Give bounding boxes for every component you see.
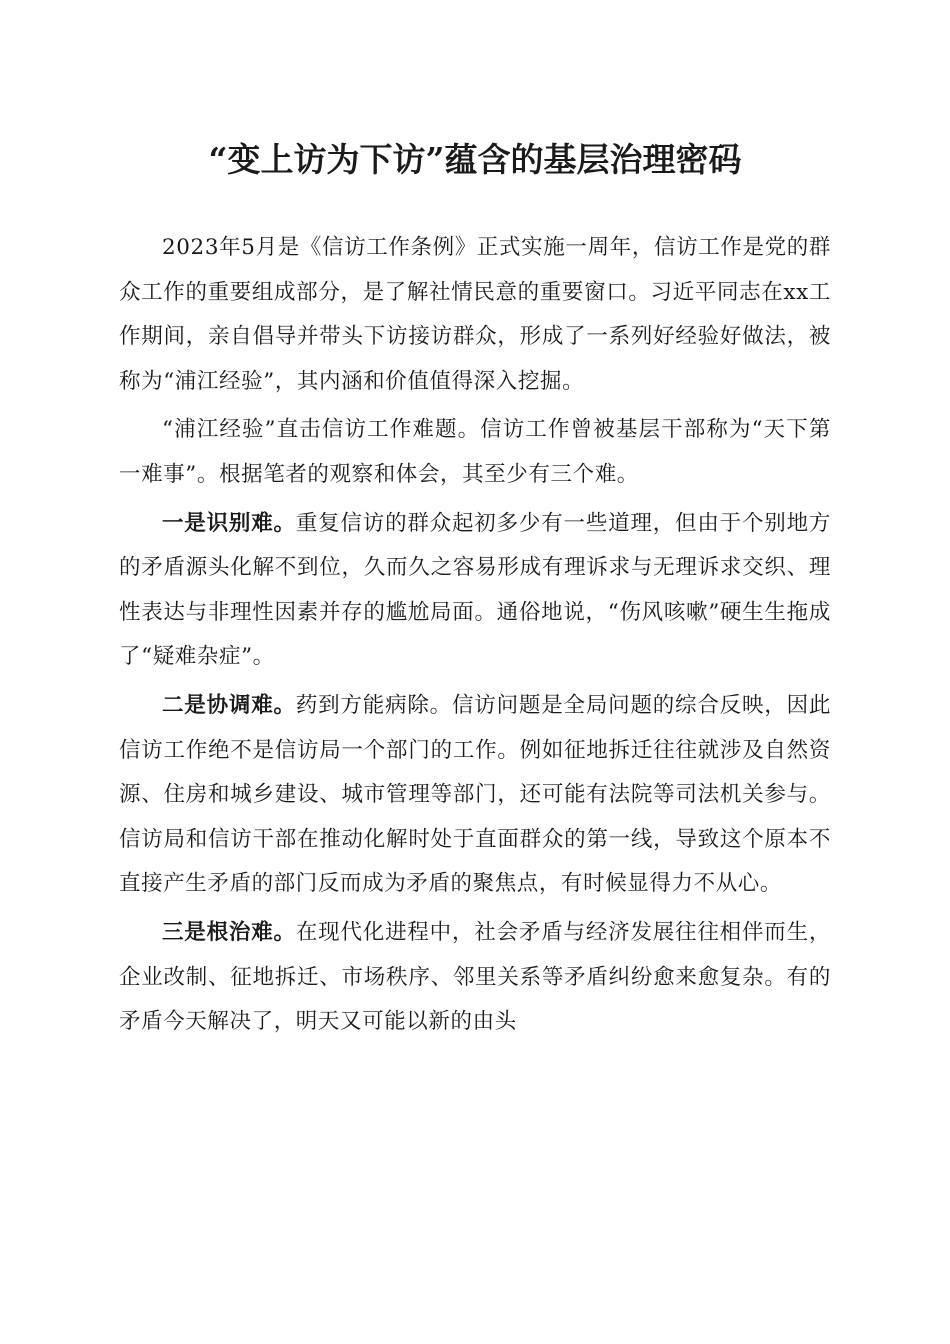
paragraph-lead: 三是根治难。 [162,919,296,945]
paragraph-text: “浦江经验”直击信访工作难题。信访工作曾被基层干部称为“天下第一难事”。根据笔者的观察和体会，其至少有三个难。 [119,417,831,487]
paragraph-intro [119,226,831,404]
document-title: “变上访为下访”蕴含的基层治理密码 [208,140,742,179]
paragraph-lead: 二是协调难。 [162,692,296,718]
paragraph-text: 在现代化进程中，社会矛盾与经济发展往往相伴而生，企业改制、征地拆迁、市场秩序、邻里关系等矛盾纠纷愈来愈复杂。有的矛盾今天解决了，明天又可能以新的由头 [119,919,831,1035]
paragraph-text: 药到方能病除。信访问题是全局问题的综合反映，因此信访工作绝不是信访局一个部门的工作。例如征地拆迁往往就涉及自然资源、住房和城乡建设、城市管理等部门，还可能有法院等司法机关参与。信访局和信访干部在推动化解时处于直面群众的第一线，导致这个原本不直接产生矛盾的部门反而成为矛盾的聚焦点，有时候显得力不从心。 [119,692,831,897]
paragraph-text: 重复信访的群众起初多少有一些道理，但由于个别地方的矛盾源头化解不到位，久而久之容易形成有理诉求与无理诉求交织、理性表达与非理性因素并存的尴尬局面。通俗地说，“伤风咳嗽”硬生生拖成了“疑难杂症”。 [119,510,831,670]
paragraph-text: 2023年5月是《信访工作条例》正式实施一周年，信访工作是党的群众工作的重要组成部分，是了解社情民意的重要窗口。习近平同志在xx工作期间，亲自倡导并带头下访接访群众，形成了一系列好经验好做法，被称为“浦江经验”，其内涵和价值值得深入挖掘。 [119,235,831,394]
document-body [119,226,831,1049]
paragraph-lead: 一是识别难。 [162,510,296,536]
paragraph-pujiang [119,408,831,497]
paragraph-coordinate [119,684,831,907]
paragraph-identify [119,502,831,680]
paragraph-root-cause [119,911,831,1045]
